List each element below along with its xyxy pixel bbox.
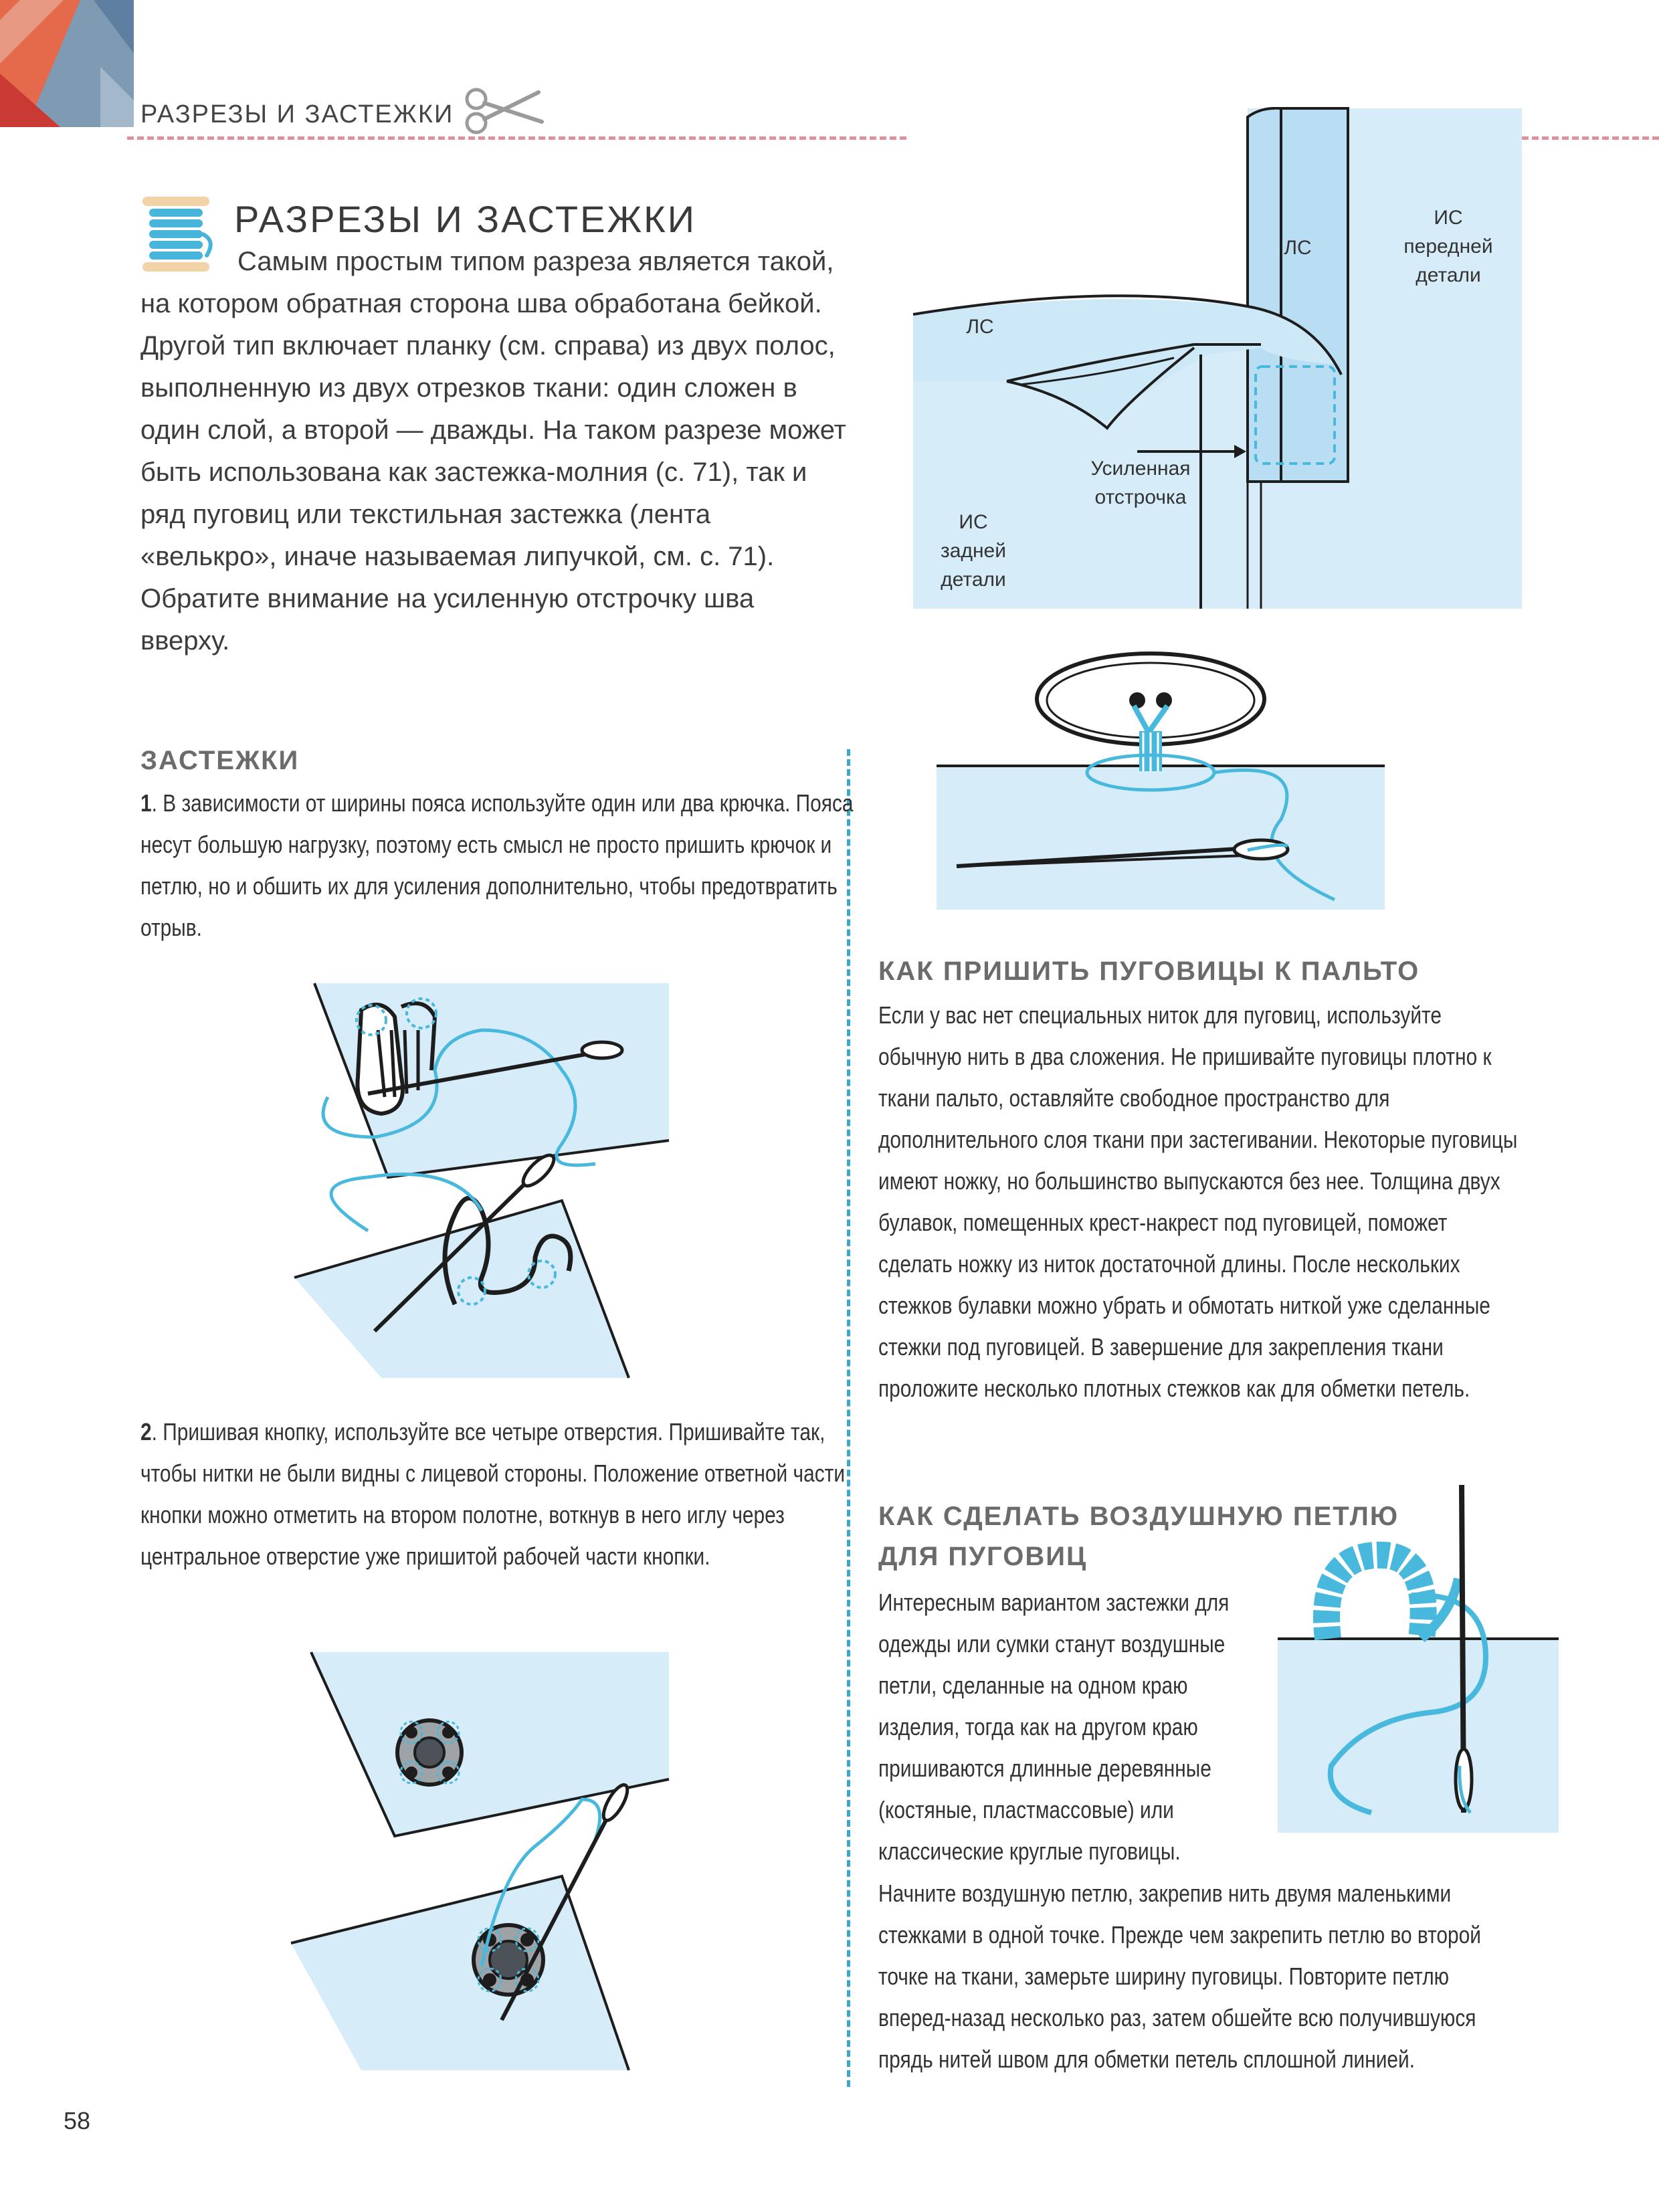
air-loop-text-full: Начните воздушную петлю, закрепив нить двумя маленькими стежками в одной точке. Прежде чем закрепить петлю во второй точке на ткани, замерьте ширину пуговицы. Повторите петлю вперед-назад несколько раз, затем обшейте всю получившуюся прядь нитей швом для обметки петель сплошной линией. — [878, 1880, 1481, 2073]
label-ls-left: ЛС — [966, 316, 994, 338]
air-loop-line: (костяные, пластмассовые) или — [878, 1796, 1174, 1823]
fasteners-heading: ЗАСТЕЖКИ — [140, 746, 300, 775]
air-loop-line: пришиваются длинные деревянные — [878, 1754, 1211, 1782]
air-loop-diagram — [1278, 1478, 1559, 1833]
tartan-icon — [0, 0, 134, 127]
step2-number: 2 — [140, 1418, 152, 1445]
air-loop-text-wrapped — [878, 1582, 1267, 1872]
step1-text: . В зависимости от ширины пояса используйте один или два крючка. Пояса несут большую нагрузку, поэтому есть смысл не просто пришить крючок и петлю, но и обшить их для усиления дополнительно, чтобы предотвратить отрыв. — [140, 789, 854, 941]
section-title: РАЗРЕЗЫ И ЗАСТЕЖКИ — [234, 198, 697, 240]
air-loop-heading-2: ДЛЯ ПУГОВИЦ — [878, 1542, 1088, 1571]
air-loop-line: Интересным вариантом застежки для — [878, 1589, 1230, 1616]
label-is-back-1: ИС — [959, 511, 988, 533]
placket-diagram — [906, 107, 1522, 609]
hook-eye-diagram — [281, 977, 676, 1391]
coat-button-diagram — [933, 645, 1388, 913]
air-loop-line: одежды или сумки станут воздушные — [878, 1630, 1226, 1657]
label-reinforced-2: отстрочка — [1094, 486, 1187, 508]
label-ls-right: ЛС — [1284, 237, 1312, 259]
air-loop-line: классические круглые пуговицы. — [878, 1837, 1181, 1865]
label-is-back-2: задней — [941, 540, 1006, 562]
label-is-front-2: передней — [1403, 235, 1493, 258]
label-is-front-1: ИС — [1434, 207, 1463, 229]
step1-number: 1 — [140, 789, 152, 817]
step2-text: . Пришивая кнопку, используйте все четыре отверстия. Пришивайте так, чтобы нитки не были видны с лицевой стороны. Положение ответной части кнопки можно отметить на втором полотне, воткнув в него иглу через центральное отверстие уже пришитой рабочей части кнопки. — [140, 1418, 846, 1570]
air-loop-heading-1: КАК СДЕЛАТЬ ВОЗДУШНУЮ ПЕТЛЮ — [878, 1502, 1399, 1531]
running-header: РАЗРЕЗЫ И ЗАСТЕЖКИ — [140, 100, 454, 128]
page-number: 58 — [64, 2107, 91, 2134]
scissors-icon — [462, 80, 549, 140]
intro-paragraph: Самым простым типом разреза является такой, на котором обратная сторона шва обработана бейкой. Другой тип включает планку (см. справа) из двух полос, выполненную из двух отрезков ткани: один сложен в один слой, а второй — дважды. На таком разрезе может быть использована как застежка-молния (с. 71), так и ряд пуговиц или текстильная застежка (лента «велькро», иначе называемая липучкой, см. с. 71). Обратите внимание на усиленную отстрочку шва вверху. — [140, 247, 846, 656]
label-reinforced-1: Усиленная — [1090, 458, 1191, 480]
fasteners-step2 — [140, 1411, 862, 1577]
air-loop-line: петли, сделанные на одном краю — [878, 1672, 1188, 1699]
fasteners-step1 — [140, 783, 862, 948]
coat-buttons-heading: КАК ПРИШИТЬ ПУГОВИЦЫ К ПАЛЬТО — [878, 957, 1420, 986]
label-is-front-3: детали — [1416, 264, 1481, 286]
coat-buttons-text: Если у вас нет специальных ниток для пуговиц, используйте обычную нить в два сложения. Не пришивайте пуговицы плотно к ткани пальто, оставляйте свободное пространство для дополнительного слоя ткани при застегивании. Некоторые пуговицы имеют ножку, но большинство выпускаются без нее. Толщина двух булавок, помещенных крест-накрест под пуговицей, поможет сделать ножку из ниток достаточной длины. После нескольких стежков булавки можно убрать и обмотать ниткой уже сделанные стежки под пуговицей. В завершение для закрепления ткани проложите несколько плотных стежков как для обметки петель. — [878, 1001, 1518, 1402]
label-is-back-3: детали — [941, 569, 1006, 591]
tartan-swatch — [0, 0, 134, 127]
air-loop-line: изделия, тогда как на другом краю — [878, 1713, 1198, 1740]
snap-diagram — [281, 1645, 676, 2074]
